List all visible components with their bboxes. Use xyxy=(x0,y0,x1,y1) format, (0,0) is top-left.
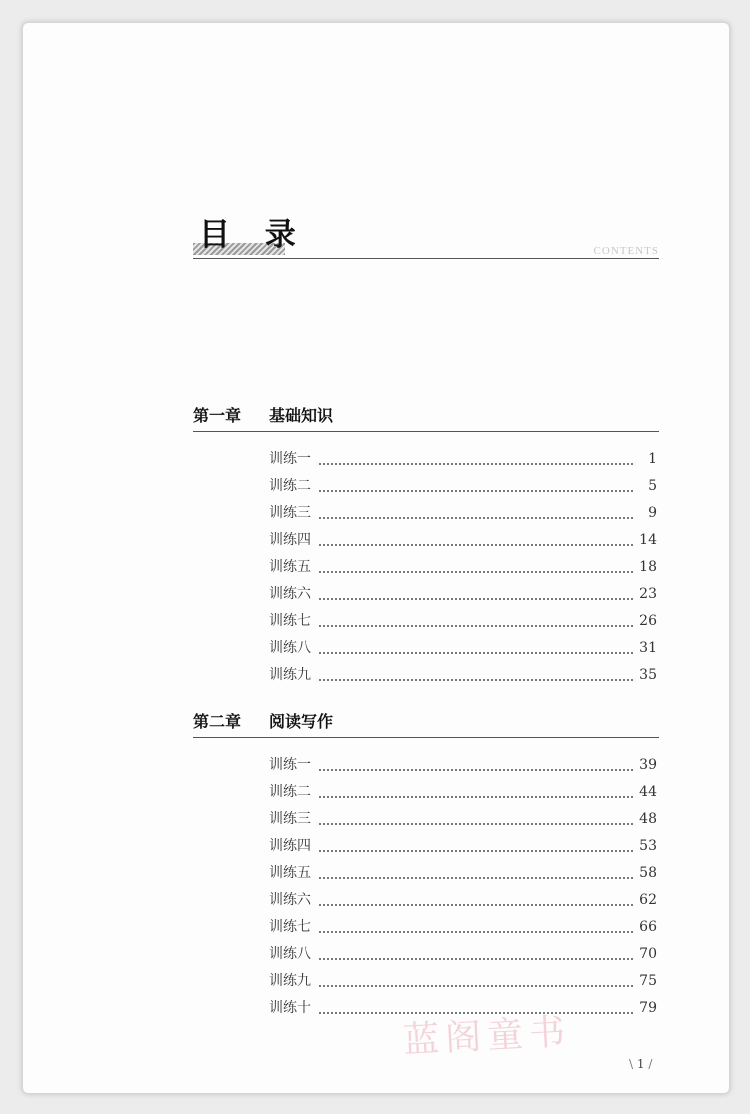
toc-header xyxy=(193,215,659,285)
entry-page: 79 xyxy=(639,1000,657,1016)
watermark: 蓝阁童书 xyxy=(402,1011,573,1062)
toc-entry[interactable] xyxy=(269,833,657,860)
chapter-name: 阅读写作 xyxy=(269,712,334,731)
entry-label: 训练十 xyxy=(269,995,315,1022)
folio-number: 1 xyxy=(636,1057,645,1071)
toc-entry[interactable] xyxy=(269,635,657,662)
folio-bracket-left: \ xyxy=(629,1057,634,1071)
entry-label: 训练六 xyxy=(269,581,315,608)
entry-label: 训练七 xyxy=(269,914,315,941)
entry-page: 48 xyxy=(639,811,657,827)
entry-page: 31 xyxy=(639,640,657,656)
entry-label: 训练二 xyxy=(269,779,315,806)
entry-page: 5 xyxy=(648,478,657,494)
chapter-number: 第二章 xyxy=(193,712,242,731)
dot-leader xyxy=(319,571,633,573)
entry-label: 训练三 xyxy=(269,806,315,833)
page-number xyxy=(629,1057,652,1071)
dot-leader xyxy=(319,463,633,465)
entry-page: 1 xyxy=(648,451,657,467)
toc-entry[interactable] xyxy=(269,806,657,833)
toc-entry[interactable] xyxy=(269,554,657,581)
dot-leader xyxy=(319,679,633,681)
chapter-title xyxy=(193,709,659,735)
dot-leader xyxy=(319,769,633,771)
toc-entry[interactable] xyxy=(269,779,657,806)
title-rule xyxy=(193,258,659,259)
entry-page: 23 xyxy=(639,586,657,602)
dot-leader xyxy=(319,877,633,879)
entry-label: 训练三 xyxy=(269,500,315,527)
entry-page: 35 xyxy=(639,667,657,683)
chapter-2 xyxy=(193,709,659,1022)
dot-leader xyxy=(319,931,633,933)
entry-label: 训练一 xyxy=(269,446,315,473)
dot-leader xyxy=(319,517,633,519)
toc-entry[interactable] xyxy=(269,473,657,500)
document-page xyxy=(22,22,730,1094)
dot-leader xyxy=(319,796,633,798)
dot-leader xyxy=(319,652,633,654)
entry-page: 66 xyxy=(639,919,657,935)
entry-page: 62 xyxy=(639,892,657,908)
entry-label: 训练二 xyxy=(269,473,315,500)
dot-leader xyxy=(319,625,633,627)
dot-leader xyxy=(319,985,633,987)
chapter-rule xyxy=(193,431,659,432)
dot-leader xyxy=(319,958,633,960)
entry-page: 14 xyxy=(639,532,657,548)
entry-label: 训练八 xyxy=(269,941,315,968)
toc-entry[interactable] xyxy=(269,500,657,527)
entry-page: 26 xyxy=(639,613,657,629)
entry-page: 9 xyxy=(648,505,657,521)
toc-entry[interactable] xyxy=(269,581,657,608)
dot-leader xyxy=(319,490,633,492)
entry-page: 39 xyxy=(639,757,657,773)
entry-page: 53 xyxy=(639,838,657,854)
toc-entry[interactable] xyxy=(269,608,657,635)
entry-label: 训练八 xyxy=(269,635,315,662)
dot-leader xyxy=(319,544,633,546)
chapter-number: 第一章 xyxy=(193,406,242,425)
entry-label: 训练四 xyxy=(269,833,315,860)
dot-leader xyxy=(319,823,633,825)
toc-entry[interactable] xyxy=(269,968,657,995)
dot-leader xyxy=(319,904,633,906)
toc-entry[interactable] xyxy=(269,446,657,473)
entry-label: 训练四 xyxy=(269,527,315,554)
chapter-title xyxy=(193,403,659,429)
toc-entry[interactable] xyxy=(269,527,657,554)
page-title: 目 录 xyxy=(199,217,308,253)
toc-entry[interactable] xyxy=(269,662,657,689)
entry-page: 18 xyxy=(639,559,657,575)
entry-label: 训练五 xyxy=(269,860,315,887)
chapter-rule xyxy=(193,737,659,738)
entry-page: 70 xyxy=(639,946,657,962)
entry-label: 训练九 xyxy=(269,968,315,995)
toc-entry[interactable] xyxy=(269,752,657,779)
dot-leader xyxy=(319,850,633,852)
toc-entry[interactable] xyxy=(269,941,657,968)
entry-page: 58 xyxy=(639,865,657,881)
toc-entry[interactable] xyxy=(269,914,657,941)
toc-entry-list xyxy=(193,752,659,1022)
toc-entry-list xyxy=(193,446,659,689)
entry-label: 训练七 xyxy=(269,608,315,635)
entry-label: 训练一 xyxy=(269,752,315,779)
dot-leader xyxy=(319,598,633,600)
entry-label: 训练九 xyxy=(269,662,315,689)
chapter-name: 基础知识 xyxy=(269,406,334,425)
folio-bracket-right: / xyxy=(648,1057,653,1071)
entry-label: 训练五 xyxy=(269,554,315,581)
entry-page: 44 xyxy=(639,784,657,800)
entry-page: 75 xyxy=(639,973,657,989)
toc-entry[interactable] xyxy=(269,860,657,887)
contents-subtitle: CONTENTS xyxy=(593,245,659,257)
chapter-1 xyxy=(193,403,659,689)
entry-label: 训练六 xyxy=(269,887,315,914)
toc-entry[interactable] xyxy=(269,887,657,914)
